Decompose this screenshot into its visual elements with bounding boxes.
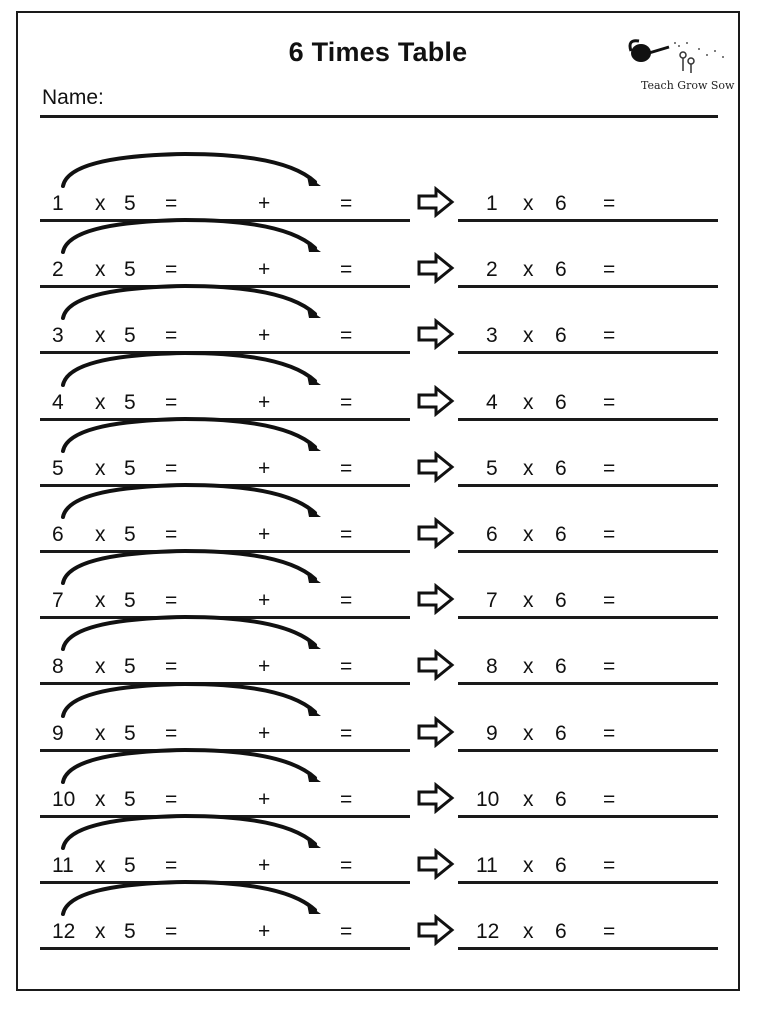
plus-sign: + — [258, 788, 271, 811]
times-sign: x — [523, 920, 534, 943]
plus-sign: + — [258, 391, 271, 414]
right-arrow-icon — [416, 186, 456, 218]
times-sign: x — [523, 523, 534, 546]
jump-arc — [45, 351, 325, 397]
times-sign: x — [95, 523, 106, 546]
right-factor: 2 — [486, 258, 498, 281]
times-sign: x — [95, 920, 106, 943]
equals-sign: = — [165, 258, 178, 281]
right-multiplier: 6 — [555, 655, 567, 678]
left-multiplier: 5 — [124, 457, 136, 480]
equals-sign: = — [603, 589, 616, 612]
right-factor: 9 — [486, 722, 498, 745]
equals-sign: = — [340, 523, 353, 546]
right-arrow-icon — [416, 451, 456, 483]
left-factor: 2 — [52, 258, 64, 281]
right-factor: 6 — [486, 523, 498, 546]
left-multiplier: 5 — [124, 854, 136, 877]
watering-can-icon — [623, 31, 743, 81]
name-input-line[interactable] — [40, 115, 718, 118]
logo-text: Teach Grow Sow — [641, 79, 735, 92]
equals-sign: = — [603, 920, 616, 943]
plus-sign: + — [258, 457, 271, 480]
right-arrow-icon — [416, 318, 456, 350]
left-factor: 9 — [52, 722, 64, 745]
problem-row — [0, 814, 768, 884]
right-multiplier: 6 — [555, 589, 567, 612]
times-sign: x — [95, 854, 106, 877]
page-title: 6 Times Table — [288, 37, 468, 67]
times-sign: x — [95, 391, 106, 414]
left-multiplier: 5 — [124, 655, 136, 678]
problem-row — [0, 615, 768, 685]
problem-row — [0, 218, 768, 288]
equals-sign: = — [165, 788, 178, 811]
left-factor: 5 — [52, 457, 64, 480]
right-multiplier: 6 — [555, 854, 567, 877]
problem-row — [0, 417, 768, 487]
times-sign: x — [523, 655, 534, 678]
left-factor: 8 — [52, 655, 64, 678]
equals-sign: = — [603, 457, 616, 480]
right-multiplier: 6 — [555, 457, 567, 480]
right-factor: 10 — [476, 788, 500, 811]
equals-sign: = — [165, 920, 178, 943]
left-multiplier: 5 — [124, 391, 136, 414]
equals-sign: = — [603, 854, 616, 877]
jump-arc — [45, 483, 325, 529]
equals-sign: = — [340, 655, 353, 678]
right-arrow-icon — [416, 848, 456, 880]
plus-sign: + — [258, 192, 271, 215]
equals-sign: = — [165, 457, 178, 480]
right-factor: 12 — [476, 920, 500, 943]
equals-sign: = — [165, 854, 178, 877]
right-arrow-icon — [416, 782, 456, 814]
right-factor: 5 — [486, 457, 498, 480]
left-factor: 4 — [52, 391, 64, 414]
right-arrow-icon — [416, 252, 456, 284]
times-sign: x — [95, 788, 106, 811]
left-multiplier: 5 — [124, 523, 136, 546]
right-arrow-icon — [416, 914, 456, 946]
jump-arc — [45, 814, 325, 860]
equals-sign: = — [603, 192, 616, 215]
right-multiplier: 6 — [555, 788, 567, 811]
left-multiplier: 5 — [124, 722, 136, 745]
times-sign: x — [523, 722, 534, 745]
left-factor: 12 — [52, 920, 76, 943]
right-multiplier: 6 — [555, 920, 567, 943]
jump-arc — [45, 682, 325, 728]
answer-line-left[interactable] — [40, 947, 410, 950]
times-sign: x — [523, 854, 534, 877]
right-arrow-icon — [416, 649, 456, 681]
equals-sign: = — [340, 788, 353, 811]
times-sign: x — [95, 258, 106, 281]
left-multiplier: 5 — [124, 258, 136, 281]
equals-sign: = — [340, 258, 353, 281]
left-factor: 6 — [52, 523, 64, 546]
equals-sign: = — [603, 722, 616, 745]
plus-sign: + — [258, 258, 271, 281]
equals-sign: = — [340, 324, 353, 347]
equals-sign: = — [603, 391, 616, 414]
right-arrow-icon — [416, 385, 456, 417]
times-sign: x — [95, 457, 106, 480]
equals-sign: = — [603, 324, 616, 347]
name-label: Name: — [42, 86, 104, 109]
equals-sign: = — [340, 391, 353, 414]
left-multiplier: 5 — [124, 589, 136, 612]
left-factor: 7 — [52, 589, 64, 612]
left-multiplier: 5 — [124, 324, 136, 347]
jump-arc — [45, 284, 325, 330]
plus-sign: + — [258, 655, 271, 678]
equals-sign: = — [340, 589, 353, 612]
jump-arc — [45, 218, 325, 264]
plus-sign: + — [258, 920, 271, 943]
times-sign: x — [523, 258, 534, 281]
right-factor: 7 — [486, 589, 498, 612]
times-sign: x — [95, 324, 106, 347]
problem-row — [0, 748, 768, 818]
equals-sign: = — [603, 523, 616, 546]
problem-row — [0, 549, 768, 619]
answer-line-right[interactable] — [458, 947, 718, 950]
brand-logo — [623, 31, 743, 101]
equals-sign: = — [340, 854, 353, 877]
plus-sign: + — [258, 324, 271, 347]
times-sign: x — [95, 655, 106, 678]
left-factor: 11 — [52, 854, 74, 877]
problem-row — [0, 351, 768, 421]
right-arrow-icon — [416, 716, 456, 748]
equals-sign: = — [603, 258, 616, 281]
problem-row — [0, 880, 768, 950]
times-sign: x — [95, 722, 106, 745]
right-multiplier: 6 — [555, 192, 567, 215]
problem-row — [0, 483, 768, 553]
right-multiplier: 6 — [555, 722, 567, 745]
problem-row — [0, 152, 768, 222]
equals-sign: = — [165, 324, 178, 347]
plus-sign: + — [258, 854, 271, 877]
plus-sign: + — [258, 722, 271, 745]
equals-sign: = — [165, 391, 178, 414]
problem-row — [0, 682, 768, 752]
right-multiplier: 6 — [555, 324, 567, 347]
jump-arc — [45, 417, 325, 463]
left-factor: 10 — [52, 788, 76, 811]
jump-arc — [45, 880, 325, 926]
left-multiplier: 5 — [124, 788, 136, 811]
equals-sign: = — [165, 655, 178, 678]
equals-sign: = — [165, 523, 178, 546]
plus-sign: + — [258, 523, 271, 546]
jump-arc — [45, 748, 325, 794]
equals-sign: = — [603, 655, 616, 678]
equals-sign: = — [340, 192, 353, 215]
left-multiplier: 5 — [124, 920, 136, 943]
equals-sign: = — [603, 788, 616, 811]
right-factor: 4 — [486, 391, 498, 414]
jump-arc — [45, 615, 325, 661]
right-arrow-icon — [416, 583, 456, 615]
times-sign: x — [523, 324, 534, 347]
jump-arc — [45, 152, 325, 198]
equals-sign: = — [340, 457, 353, 480]
equals-sign: = — [340, 920, 353, 943]
right-multiplier: 6 — [555, 523, 567, 546]
right-multiplier: 6 — [555, 391, 567, 414]
plus-sign: + — [258, 589, 271, 612]
right-multiplier: 6 — [555, 258, 567, 281]
right-arrow-icon — [416, 517, 456, 549]
left-factor: 1 — [52, 192, 64, 215]
equals-sign: = — [340, 722, 353, 745]
times-sign: x — [523, 391, 534, 414]
right-factor: 8 — [486, 655, 498, 678]
times-sign: x — [95, 589, 106, 612]
times-sign: x — [523, 192, 534, 215]
left-factor: 3 — [52, 324, 64, 347]
equals-sign: = — [165, 722, 178, 745]
equals-sign: = — [165, 192, 178, 215]
times-sign: x — [95, 192, 106, 215]
problem-row — [0, 284, 768, 354]
times-sign: x — [523, 589, 534, 612]
right-factor: 11 — [476, 854, 498, 877]
left-multiplier: 5 — [124, 192, 136, 215]
right-factor: 3 — [486, 324, 498, 347]
jump-arc — [45, 549, 325, 595]
right-factor: 1 — [486, 192, 498, 215]
times-sign: x — [523, 457, 534, 480]
equals-sign: = — [165, 589, 178, 612]
times-sign: x — [523, 788, 534, 811]
